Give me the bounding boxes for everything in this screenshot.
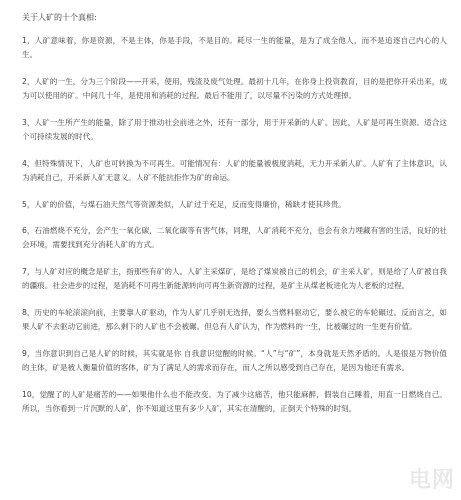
paragraph-4: 4，但特殊情况下，人矿也可转换为不可再生。可能情况有：人矿的能量被极度消耗，无力开采新人矿。人矿有了主体意识，认为消耗自己，开采新人矿无意义。人矿不能抗拒作为矿的命运。 <box>22 159 447 182</box>
paragraph-10: 10，觉醒了的人矿是痛苦的——如果他什么也不能改变。为了减少这痛苦，他只能麻醉，假装自己睡着，用直一日燃烧自己。所以，当你看到一片沉默的人矿，你不知道这里有多少人矿，其实在清醒的，正倒天个特殊的时刻。 <box>22 390 447 413</box>
paragraph-2: 2，人矿的一生，分为三个阶段——开采，使用，残渣及废气处理。最初十几年，在你身上投资教育，目的是把你开采出来，成为可以使用的矿。中间几十年，是使用和消耗的过程。最后不能用了，以尽量不污染的方式处理掉。 <box>22 77 447 100</box>
paragraph-1: 1，人矿意味着，你是资源，不是主体，你是手段，不是目的。耗尽一生的能量，是为了成全他人，而不是追逐自己内心的人生。 <box>22 36 447 59</box>
document-title: 关于人矿的十个真相: <box>22 13 97 22</box>
paragraph-5: 5，人矿的价值，与煤石油天然气等资源类似，人矿过于充足，反而变得廉价，稀缺才使其珍贵。 <box>22 200 346 209</box>
watermark-logo: 电网 <box>408 468 455 493</box>
paragraph-3: 3，人矿一生所产生的能量，除了用于推动社会前进之外，还有一部分，用于开采新的人矿。因此，人矿是可再生资源。适合这个可持续发展的时代。 <box>22 118 447 141</box>
paragraph-9: 9，当你意识到自己是人矿的时候，其实就是你 自我意识觉醒的时候。“人”与“矿”，本身就是天然矛盾的。人是很是万物价值的主体，矿是被人衡量价值的客体，矿为了满足人的需求而存在，而人之所以感受到自己存在，是因为他还有需求。 <box>22 349 447 372</box>
paragraph-8: 8，历史的车轮滚滚向前，主要靠人矿驱动，作为人矿几乎别无选择，要么当燃料驱动它，要么被它的车轮碾过。反而言之，如果人矿不去驱动它前进，那么剩下的人矿也不会被碾。但总有人矿认为，作为燃料的一生，比被碾过的一生更有价值。 <box>22 308 447 331</box>
paragraph-6: 6，石油燃烧不充分，会产生一氧化碳，二氧化碳等有害气体，同理，人矿消耗不充分，也会有余力埋藏有害的生活，良好的社会环境，需要找到充分消耗人矿的方式。 <box>22 226 447 249</box>
paragraph-7: 7，与人矿对应的概念是矿主，指那些有矿的人。人矿主采煤矿，是给了煤炭被自己的机会，矿主采人矿，则是给了人矿被自我的疆痕。社会进步的过程，是消耗不可再生新能源转向可再生新资源的过程，是矿主从煤老板进化为人老板的过程。 <box>22 267 447 290</box>
